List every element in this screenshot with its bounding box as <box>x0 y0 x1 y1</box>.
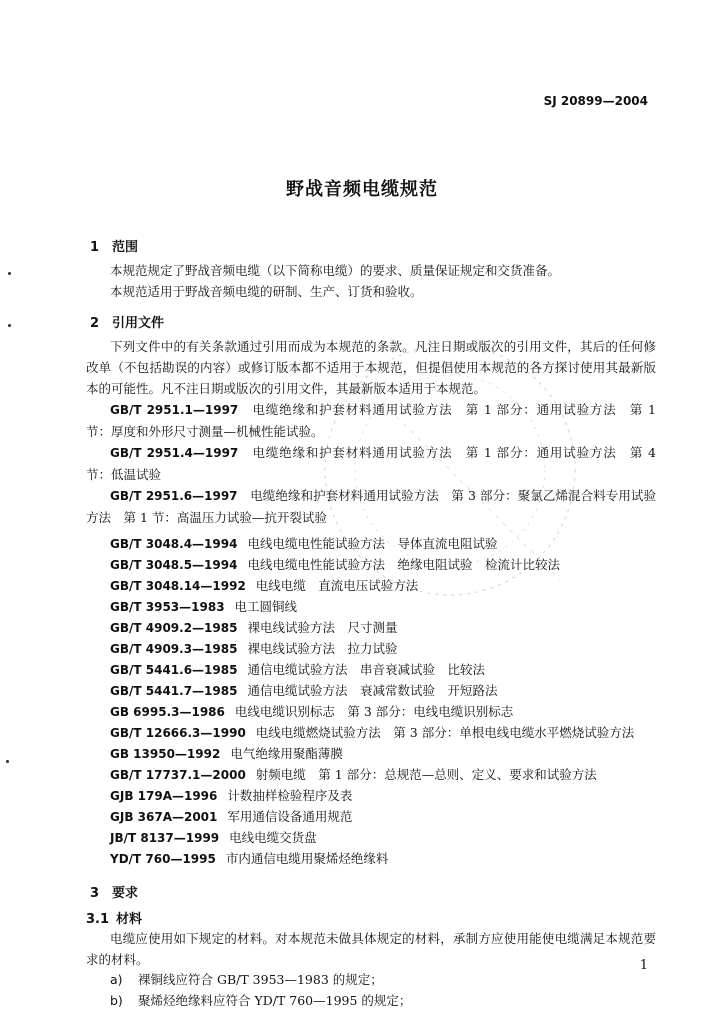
reference-entry <box>110 597 297 615</box>
reference-entry <box>110 744 343 762</box>
reference-entry <box>86 442 656 485</box>
reference-entry <box>110 534 497 552</box>
reference-code: GB/T 5441.7—1985 <box>110 684 238 698</box>
reference-title: 电缆绝缘和护套材料通用试验方法 第 1 部分：通用试验方法 第 4 节：低温试验 <box>86 445 656 482</box>
reference-code: GB/T 4909.3—1985 <box>110 642 238 656</box>
margin-dot <box>8 324 11 327</box>
section-2-heading <box>90 312 164 331</box>
reference-title: 裸电线试验方法 拉力试验 <box>247 641 398 656</box>
section-title: 范围 <box>112 240 139 255</box>
subsection-title: 材料 <box>116 912 143 927</box>
list-item <box>110 970 383 988</box>
reference-code: GJB 179A—1996 <box>110 789 218 803</box>
list-item <box>110 991 411 1009</box>
margin-dot <box>8 272 11 275</box>
subsection-number: 3.1 <box>86 912 110 927</box>
reference-entry <box>86 485 656 528</box>
reference-title: 计数抽样检验程序及表 <box>227 788 353 803</box>
reference-entry <box>110 660 485 678</box>
reference-entry <box>110 702 513 720</box>
section-title: 引用文件 <box>112 316 165 331</box>
reference-title: 电线电缆电性能试验方法 导体直流电阻试验 <box>247 536 498 551</box>
reference-code: GB/T 12666.3—1990 <box>110 726 246 740</box>
reference-title: 电工圆铜线 <box>234 599 298 614</box>
list-text: 聚烯烃绝缘料应符合 YD/T 760—1995 的规定； <box>138 993 412 1008</box>
section-number: 2 <box>90 316 100 331</box>
reference-entry <box>110 807 352 825</box>
reference-title: 电缆绝缘和护套材料通用试验方法 第 3 部分：聚氯乙烯混合料专用试验方法 第 1 节：高温压力试验—抗开裂试验 <box>86 488 656 525</box>
reference-code: GB/T 2951.6—1997 <box>110 489 238 503</box>
paragraph: 本规范规定了野战音频电缆（以下简称电缆）的要求、质量保证规定和交货准备。 <box>110 263 561 278</box>
section-3-heading <box>90 882 138 901</box>
reference-title: 军用通信设备通用规范 <box>227 809 353 824</box>
reference-code: GJB 367A—2001 <box>110 810 218 824</box>
reference-entry <box>110 828 317 846</box>
list-label: b) <box>110 993 123 1008</box>
reference-code: GB/T 2951.4—1997 <box>110 446 239 460</box>
reference-entry <box>110 618 397 636</box>
reference-code: YD/T 760—1995 <box>110 852 216 866</box>
reference-entry <box>110 639 397 657</box>
reference-code: GB/T 17737.1—2000 <box>110 768 246 782</box>
reference-title: 电气绝缘用聚酯薄膜 <box>230 746 343 761</box>
standard-number: SJ 20899—2004 <box>543 94 648 108</box>
reference-entry <box>110 849 388 867</box>
reference-title: 电缆绝缘和护套材料通用试验方法 第 1 部分：通用试验方法 第 1 节：厚度和外形尺寸测量—机械性能试验。 <box>86 402 656 439</box>
reference-code: GB/T 3048.14—1992 <box>110 579 246 593</box>
reference-title: 通信电缆试验方法 串音衰减试验 比较法 <box>247 662 485 677</box>
margin-dot <box>6 760 9 763</box>
list-text: 裸铜线应符合 GB/T 3953—1983 的规定； <box>138 972 383 987</box>
section-1-heading <box>90 236 138 255</box>
reference-title: 电线电缆电性能试验方法 绝缘电阻试验 检流计比较法 <box>247 557 560 572</box>
reference-code: GB 13950—1992 <box>110 747 221 761</box>
reference-entry <box>86 399 656 442</box>
reference-code: GB/T 3048.4—1994 <box>110 537 238 551</box>
reference-entry <box>110 786 352 804</box>
reference-title: 电线电缆 直流电压试验方法 <box>255 578 419 593</box>
reference-entry <box>110 723 634 741</box>
section-number: 3 <box>90 886 100 901</box>
reference-code: GB/T 4909.2—1985 <box>110 621 238 635</box>
reference-title: 裸电线试验方法 尺寸测量 <box>247 620 398 635</box>
section-title: 要求 <box>112 886 139 901</box>
reference-title: 市内通信电缆用聚烯烃绝缘料 <box>225 851 389 866</box>
subsection-3-1-heading <box>86 908 142 927</box>
reference-title: 电线电缆燃烧试验方法 第 3 部分：单根电线电缆水平燃烧试验方法 <box>255 725 635 740</box>
reference-code: GB/T 2951.1—1997 <box>110 403 239 417</box>
list-label: a) <box>110 972 123 987</box>
reference-entry <box>110 765 597 783</box>
reference-title: 电线电缆识别标志 第 3 部分：电线电缆识别标志 <box>234 704 514 719</box>
reference-entry <box>110 681 497 699</box>
reference-code: GB 6995.3—1986 <box>110 705 225 719</box>
paragraph: 电缆应使用如下规定的材料。对本规范未做具体规定的材料，承制方应使用能使电缆满足本规范要求的材料。 <box>86 931 656 967</box>
intro-paragraph: 下列文件中的有关条款通过引用而成为本规范的条款。凡注日期或版次的引用文件，其后的任何修改单（不包括勘误的内容）或修订版本都不适用于本规范，但提倡使用本规范的各方探讨使用其最新版本的可能性。凡不注日期或版次的引用文件，其最新版本适用于本规范。 <box>86 339 656 396</box>
reference-code: GB/T 5441.6—1985 <box>110 663 238 677</box>
reference-code: GB/T 3953—1983 <box>110 600 225 614</box>
page-number: 1 <box>639 958 648 973</box>
section-number: 1 <box>90 240 100 255</box>
reference-code: GB/T 3048.5—1994 <box>110 558 238 572</box>
paragraph: 本规范适用于野战音频电缆的研制、生产、订货和验收。 <box>110 284 423 299</box>
reference-title: 射频电缆 第 1 部分：总规范—总则、定义、要求和试验方法 <box>255 767 597 782</box>
reference-entry <box>110 576 418 594</box>
reference-title: 通信电缆试验方法 衰减常数试验 开短路法 <box>247 683 498 698</box>
reference-entry <box>110 555 560 573</box>
reference-code: JB/T 8137—1999 <box>110 831 220 845</box>
document-title: 野战音频电缆规范 <box>286 179 438 200</box>
reference-title: 电线电缆交货盘 <box>229 830 317 845</box>
